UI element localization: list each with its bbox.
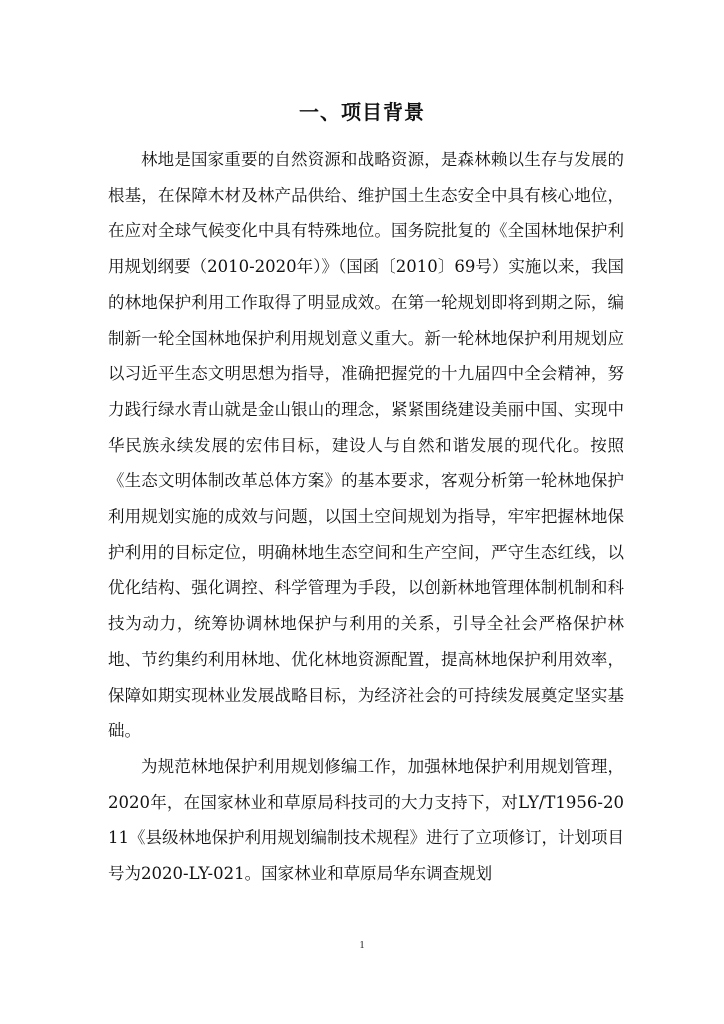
page-number: 1 bbox=[359, 940, 365, 951]
body-text bbox=[108, 142, 624, 892]
paragraph-background: 林地是国家重要的自然资源和战略资源，是森林赖以生存与发展的根基，在保障木材及林产品供给、维护国土生态安全中具有核心地位，在应对全球气候变化中具有特殊地位。国务院批复的《全国林地保护利用规划纲要（2010-2020年）》（国函〔2010〕69号）实施以来，我国的林地保护利用工作取得了明显成效。在第一轮规划即将到期之际，编制新一轮全国林地保护利用规划意义重大。新一轮林地保护利用规划应以习近平生态文明思想为指导，准确把握党的十九届四中全会精神，努力践行绿水青山就是金山银山的理念，紧紧围绕建设美丽中国、实现中华民族永续发展的宏伟目标，建设人与自然和谐发展的现代化。按照《生态文明体制改革总体方案》的基本要求，客观分析第一轮林地保护利用规划实施的成效与问题，以国土空间规划为指导，牢牢把握林地保护利用的目标定位，明确林地生态空间和生产空间，严守生态红线，以优化结构、强化调控、科学管理为手段，以创新林地管理体制机制和科技为动力，统筹协调林地保护与利用的关系，引导全社会严格保护林地、节约集约利用林地、优化林地资源配置，提高林地保护利用效率，保障如期实现林业发展战略目标，为经济社会的可持续发展奠定坚实基础。 bbox=[108, 150, 624, 741]
section-heading: 一、项目背景 bbox=[299, 100, 425, 124]
paragraph-revision: 为规范林地保护利用规划修编工作，加强林地保护利用规划管理，2020年，在国家林业和草原局科技司的大力支持下，对LY/T1956-2011《县级林地保护利用规划编制技术规程》进行了立项修订，计划项目号为2020-LY-021。国家林业和草原局华东调查规划 bbox=[108, 756, 624, 884]
